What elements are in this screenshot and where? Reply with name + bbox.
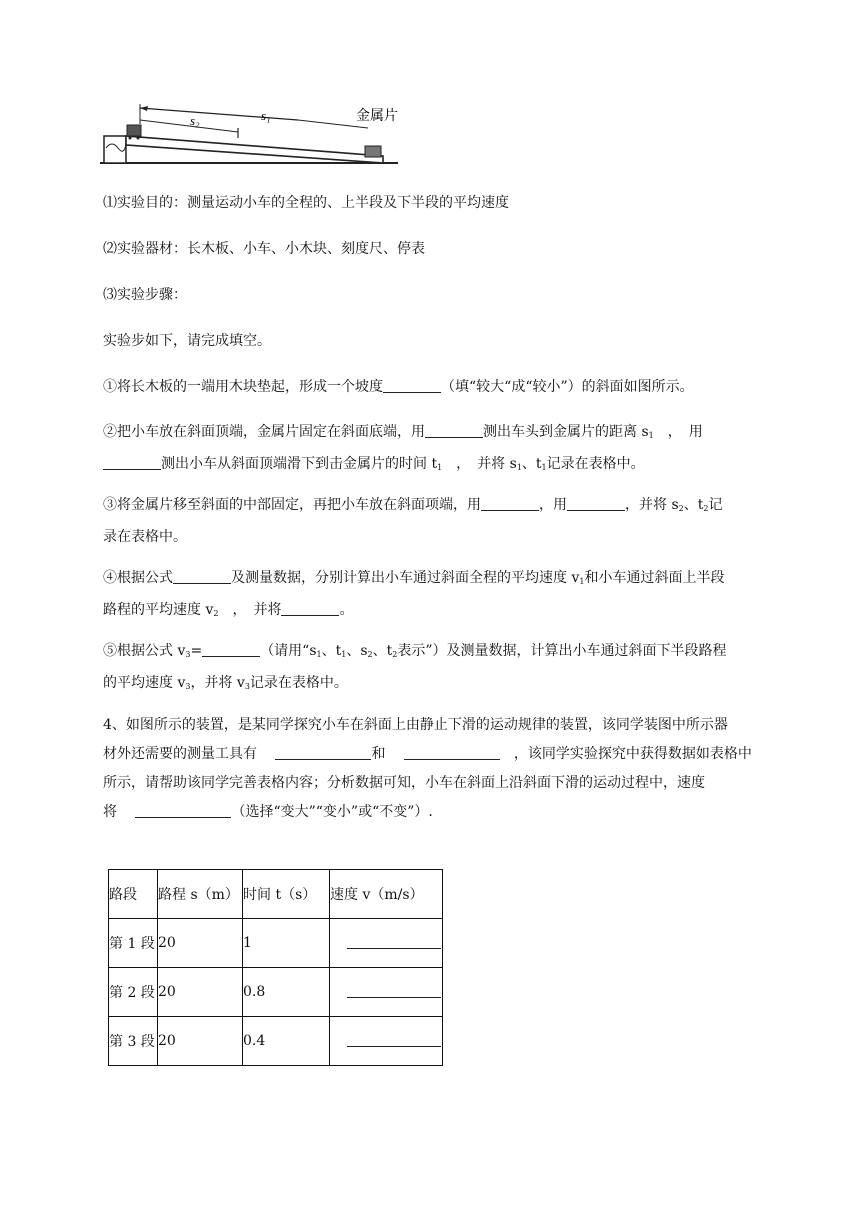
header-segment: 路段 xyxy=(109,870,158,919)
speed-blank[interactable] xyxy=(347,934,441,949)
s1-label: s₁ xyxy=(261,108,271,123)
cell-speed[interactable] xyxy=(330,1017,443,1066)
speed-blank[interactable] xyxy=(347,983,441,998)
cell-segment: 第 2 段 xyxy=(109,968,158,1017)
step-5: ⑤根据公式 $v_3=$ （请用“$s_1$、$t_1$、$s_2$、$t_2$表示”）及测量数据，计算出小车通过斜面下半段路程 的平均速度 $v_3$，并将 $v_3$记录在表格中。 xyxy=(103,643,727,691)
purpose-line: ⑴实验目的：测量运动小车的全程的、上半段及下半段的平均速度 xyxy=(103,195,509,211)
table-row xyxy=(109,1017,443,1066)
metal-plate xyxy=(365,146,381,157)
table-row xyxy=(109,919,443,968)
step5-blank[interactable] xyxy=(202,642,260,657)
cell-segment: 第 1 段 xyxy=(109,919,158,968)
steps-heading: ⑶实验步骤： xyxy=(103,287,187,303)
step3-blank-1[interactable] xyxy=(481,496,539,511)
cart xyxy=(127,125,141,136)
step2-blank-2[interactable] xyxy=(103,455,161,470)
table-header-row xyxy=(109,870,443,919)
wood-block xyxy=(104,136,126,163)
equipment-line: ⑵实验器材：长木板、小车、小木块、刻度尺、停表 xyxy=(103,241,425,257)
cell-speed[interactable] xyxy=(330,968,443,1017)
q4-blank-3[interactable] xyxy=(135,803,231,818)
header-speed: 速度 v（m/s） xyxy=(330,870,443,919)
incline-board xyxy=(126,136,383,163)
metal-plate-label: 金属片 xyxy=(356,108,398,124)
data-table xyxy=(108,869,443,1066)
step4-blank-2[interactable] xyxy=(281,601,339,616)
header-time: 时间 t（s） xyxy=(243,870,330,919)
header-distance: 路程 s（m） xyxy=(158,870,243,919)
table-row xyxy=(109,968,443,1017)
cell-distance: 20 xyxy=(158,968,243,1017)
intro-line: 实验步如下，请完成填空。 xyxy=(103,333,271,349)
speed-blank[interactable] xyxy=(347,1032,441,1047)
cell-segment: 第 3 段 xyxy=(109,1017,158,1066)
step2-blank-1[interactable] xyxy=(425,423,483,438)
step1-blank[interactable] xyxy=(383,378,441,393)
step-2: ②把小车放在斜面顶端，金属片固定在斜面底端，用 测出车头到金属片的距离 $s_1$ ， 用 测出小车从斜面顶端滑下到击金属片的时间 $t_1$ ， 并将 $s_1$、$t_1$记录在表格中。 xyxy=(103,424,703,472)
q4-blank-2[interactable] xyxy=(404,745,500,760)
cell-speed[interactable] xyxy=(330,919,443,968)
step4-blank-1[interactable] xyxy=(173,569,231,584)
cell-time: 0.4 xyxy=(243,1017,330,1066)
incline-figure xyxy=(98,98,408,168)
step-4: ④根据公式 及测量数据，分别计算出小车通过斜面全程的平均速度 $v_1$和小车通过斜面上半段 路程的平均速度 $v_2$ ， 并将 。 xyxy=(103,570,725,618)
s2-label: s₂ xyxy=(190,113,200,128)
cell-distance: 20 xyxy=(158,1017,243,1066)
cell-time: 1 xyxy=(243,919,330,968)
cell-time: 0.8 xyxy=(243,968,330,1017)
step-3: ③将金属片移至斜面的中部固定，再把小车放在斜面项端，用 ，用 ，并将 $s_2$、$t_2$记 录在表格中。 xyxy=(103,497,723,545)
cell-distance: 20 xyxy=(158,919,243,968)
step3-blank-2[interactable] xyxy=(567,496,625,511)
step-1: ①将长木板的一端用木块垫起，形成一个坡度 （填“较大“成“较小”）的斜面如图所示。 xyxy=(103,379,694,395)
question-4: 4、如图所示的装置，是某同学探究小车在斜面上由静止下滑的运动规律的装置，该同学装图中所示器 材外还需要的测量工具有 和 ，该同学实验探究中获得数据如表格中 所示，请帮助该同学完善表格内容；分析数据可知，小车在斜面上沿斜面下滑的运动过程中，速度 将 （选择“变大”“变小”或“不变”）. xyxy=(103,717,752,820)
q4-blank-1[interactable] xyxy=(275,745,371,760)
